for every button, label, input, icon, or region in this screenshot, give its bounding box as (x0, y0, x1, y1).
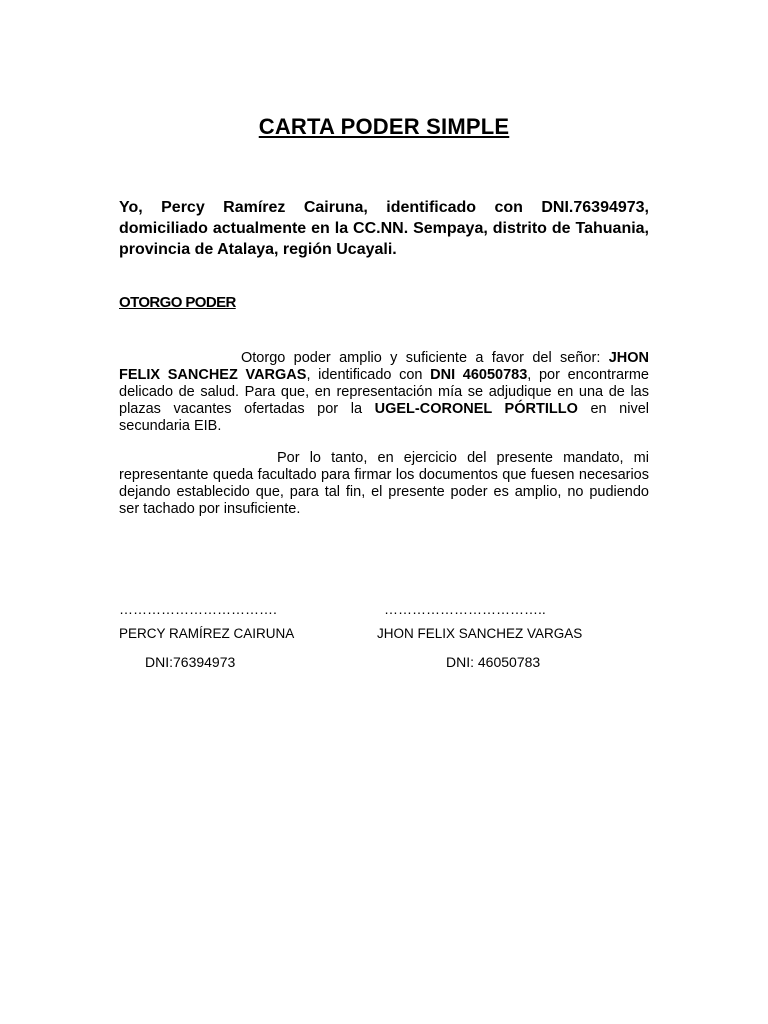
grantee-dni: DNI 46050783 (430, 367, 528, 383)
grant-text-3: , por encontrarme delicado de salud. Para que, en representación mía se adjudique en una de las plazas vacantes ofertadas por la (119, 367, 649, 417)
grantee-name: JHON FELIX SANCHEZ VARGAS (119, 350, 649, 383)
signer-dni-right: DNI: 46050783 (446, 654, 541, 670)
grant-paragraph (119, 350, 649, 435)
grant-text-1: Otorgo poder amplio y suficiente a favor del señor: (241, 350, 609, 366)
intro-paragraph: Yo, Percy Ramírez Cairuna, identificado con DNI.76394973, domiciliado actualmente en la CC.NN. Sempaya, distrito de Tahuania, provincia de Atalaya, región Ucayali. (119, 199, 649, 258)
signer-dni-left: DNI:76394973 (145, 654, 236, 670)
grant-text-4: en nivel secundaria EIB. (119, 401, 649, 434)
signature-line-right: …………………………….. (384, 601, 546, 617)
document-title: CARTA PODER SIMPLE (258, 114, 510, 139)
ugel-name: UGEL-CORONEL PÓRTILLO (374, 401, 578, 417)
signer-name-right: JHON FELIX SANCHEZ VARGAS (377, 626, 583, 641)
section-heading: OTORGO PODER (119, 294, 236, 311)
signature-line-left: ……………………………. (119, 601, 277, 617)
signer-name-left: PERCY RAMÍREZ CAIRUNA (119, 626, 295, 641)
mandate-paragraph: Por lo tanto, en ejercicio del presente mandato, mi representante queda facultado para firmar los documentos que fuesen necesarios dejando establecido que, para tal fin, el presente poder es amplio, no pudiendo ser tachado por insuficiente. (119, 450, 649, 517)
grant-text-2: , identificado con (306, 367, 431, 383)
